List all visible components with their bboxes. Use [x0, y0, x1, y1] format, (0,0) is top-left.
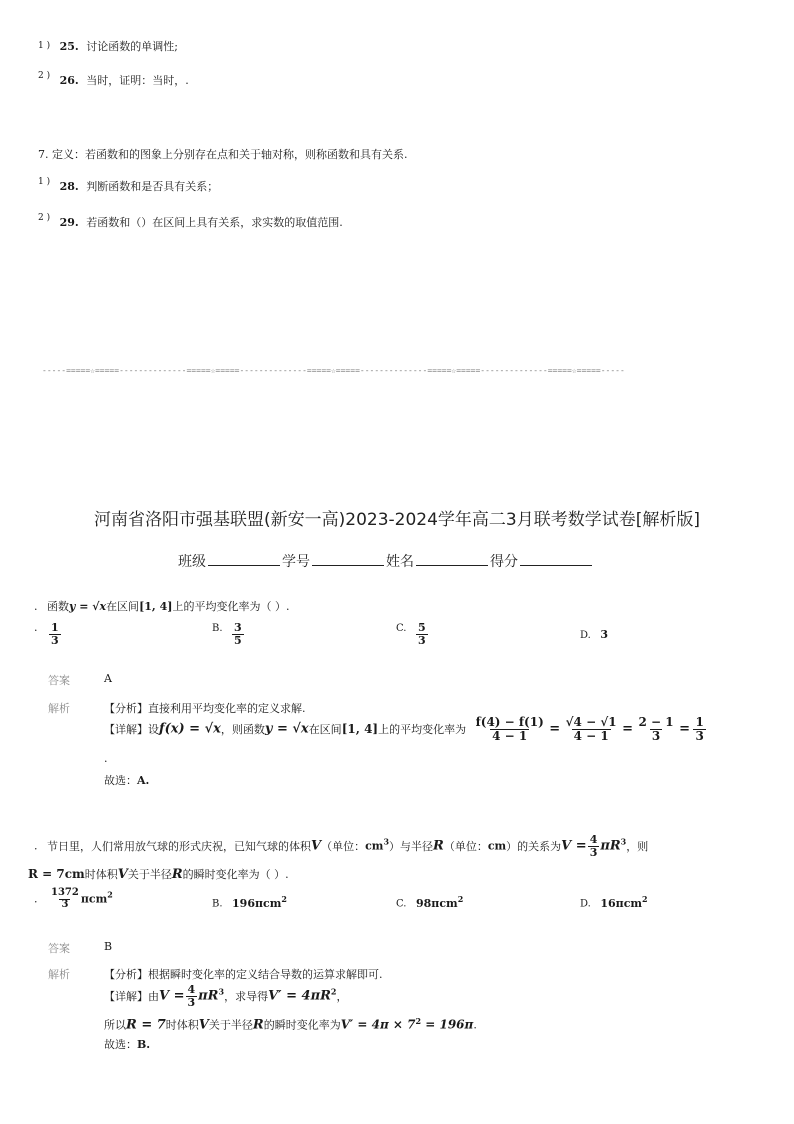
q26-number: 26. [59, 74, 79, 87]
q29-text: 若函数和（）在区间上具有关系，求实数的取值范围. [86, 216, 343, 229]
q7-line [38, 146, 408, 162]
q2-cm3: cm [365, 839, 384, 853]
q2-detail-deriv: V′ = 4πR [268, 988, 331, 1004]
q2-unit-b: （单位： [443, 840, 488, 854]
q2-detail-c: ， [336, 990, 348, 1004]
id-label: 学号 [282, 554, 310, 570]
q1-detail-interval: [1, 4] [341, 722, 379, 737]
q2-stem-line-1 [34, 834, 648, 858]
q28-line [38, 178, 218, 194]
q2-opt-a-tail: πcm [80, 892, 108, 906]
q2-line3-r2: R [252, 1017, 264, 1033]
q2-opt-b-label: B. [212, 898, 223, 910]
q2-line3-b: 时体积 [165, 1018, 199, 1032]
q1-option-c[interactable] [396, 622, 428, 646]
q2-cm: cm [487, 839, 507, 853]
q1-option-b[interactable] [212, 622, 244, 646]
q1-analysis-label: 解析 [48, 702, 70, 715]
q2-opt-c-exp: 2 [457, 894, 464, 904]
q2-opt-c-label: C. [396, 898, 407, 910]
q1-frac-2 [564, 716, 619, 742]
q2-stem-b: ）与半径 [389, 840, 434, 854]
q1-opt-b-label: B. [212, 623, 223, 635]
q1-stem-b: 在区间 [106, 600, 140, 613]
q1-eq-1: = [549, 721, 561, 737]
q1-option-d[interactable] [580, 628, 608, 641]
class-blank[interactable] [208, 553, 280, 566]
q2-formula-rhs: πR [600, 838, 621, 854]
q1-frac-4-den: 3 [695, 728, 704, 743]
q2-line2-r: R [171, 867, 183, 882]
q1-opt-d-value: 3 [600, 628, 608, 641]
q1-detail-d: 上的平均变化率为 [378, 723, 467, 737]
q2-detail-a: 【详解】由 [104, 990, 159, 1004]
q29-line [38, 214, 343, 230]
q2-line3-exp: 2 [415, 1016, 422, 1026]
q1-opt-a-den: 3 [51, 633, 59, 647]
q25-text: 讨论函数的单调性; [86, 40, 178, 53]
q1-frac-1 [474, 716, 546, 742]
q1-opt-c-num: 5 [417, 621, 426, 634]
q2-conclusion-text: 故选： [104, 1038, 137, 1051]
q2-analysis-1: 【分析】根据瞬时变化率的定义结合导数的运算求解即可. [104, 968, 383, 981]
q2-answer-label: 答案 [48, 942, 70, 955]
q1-frac-4-num: 1 [695, 715, 704, 729]
q2-stem-line-2 [28, 866, 289, 882]
q1-detail-b: ，则函数 [220, 723, 265, 737]
q2-line2-a: R = 7cm [28, 867, 85, 881]
q1-detail-line [104, 716, 706, 742]
q2-formula-num: 4 [589, 833, 598, 846]
q7-text: 7. 定义：若函数和的图象上分别存在点和关于轴对称，则称函数和具有关系. [38, 148, 408, 161]
q1-opt-b-den: 5 [234, 633, 242, 647]
q2-conclusion [104, 1036, 150, 1052]
student-info-row [178, 551, 594, 571]
q1-opt-b-num: 3 [234, 621, 242, 634]
q1-lead: . [34, 600, 38, 613]
q2-detail-deriv-exp: 2 [330, 986, 337, 997]
q1-opt-c-frac [416, 622, 428, 646]
q28-prefix: 1 ) [38, 177, 51, 187]
q2-conclusion-value: B. [137, 1038, 151, 1051]
q1-stem-c: 上的平均变化率为（ ）. [172, 600, 290, 613]
q2-opt-d-value: 16πcm [600, 896, 643, 910]
q2-option-d[interactable] [580, 894, 648, 910]
q2-formula-exp: 3 [620, 836, 627, 847]
q1-opt-b-frac [232, 622, 244, 646]
q2-detail-num: 4 [187, 983, 196, 996]
q2-option-a[interactable] [34, 888, 113, 910]
q2-opt-a-exp: 2 [107, 889, 113, 900]
q1-frac-3 [636, 716, 675, 742]
q2-line3-r: R = 7 [126, 1017, 166, 1033]
q1-frac-2-num: √4 − √1 [565, 715, 617, 729]
q2-line2-b: 时体积 [84, 868, 118, 881]
q2-opt-a-label: . [34, 892, 38, 906]
q2-option-b[interactable] [212, 894, 287, 910]
q1-conclusion [104, 772, 149, 788]
q1-detail-y: y = √x [264, 721, 309, 737]
q2-detail-line [104, 984, 347, 1008]
q2-opt-c-value: 98πcm [415, 896, 458, 910]
q1-frac-3-den: 3 [651, 728, 661, 743]
exam-title: 河南省洛阳市强基联盟(新安一高)2023-2024学年高二3月联考数学试卷[解析版] [93, 510, 700, 530]
q2-stem-d: ，则 [626, 840, 649, 854]
q2-line3-c: 关于半径 [208, 1018, 253, 1032]
name-label: 姓名 [386, 554, 414, 570]
q1-conclusion-text: 故选： [104, 774, 137, 787]
q2-answer-value: B [104, 940, 113, 953]
q2-analysis-label: 解析 [48, 968, 70, 981]
q2-detail-frac [186, 984, 198, 1008]
q2-cm3-exp: 3 [383, 836, 390, 847]
q2-line3-a: 所以 [104, 1018, 126, 1032]
q1-option-a[interactable] [34, 622, 61, 646]
q1-opt-c-den: 3 [417, 633, 426, 647]
q25-line [38, 38, 178, 54]
q29-number: 29. [59, 216, 79, 229]
q1-answer-value: A [104, 672, 112, 685]
q2-r: R [433, 838, 444, 854]
q26-text: 当时，证明：当时，. [86, 74, 189, 87]
q26-line [38, 72, 189, 88]
q2-opt-a-num: 1372 [51, 887, 79, 898]
q2-opt-b-value: 196πcm [232, 896, 282, 910]
q2-detail-v: V = [159, 988, 185, 1004]
name-blank[interactable] [416, 553, 488, 566]
q1-eq-2: = [622, 721, 633, 737]
id-blank[interactable] [312, 553, 384, 566]
class-label: 班级 [178, 554, 206, 570]
q2-detail-pi: πR [198, 988, 219, 1004]
q2-option-c[interactable] [396, 894, 463, 910]
q1-opt-c-label: C. [396, 623, 407, 635]
q1-opt-d-label: D. [580, 630, 591, 641]
q1-opt-a-frac [49, 622, 61, 646]
q1-opt-a-label: . [34, 621, 38, 635]
q2-formula-den: 3 [589, 845, 598, 859]
q1-frac-4 [693, 716, 705, 742]
q2-v: V [311, 838, 322, 854]
q2-line3 [104, 1016, 477, 1033]
q2-line3-eq: V′ = 4π × 7 [340, 1017, 416, 1032]
q1-detail-f: f(x) = √x [159, 721, 221, 737]
q2-detail-exp: 3 [218, 986, 225, 997]
q2-stem-a: 节日里，人们常用放气球的形式庆祝，已知气球的体积 [47, 840, 311, 854]
q1-frac-1-den: 4 − 1 [492, 728, 528, 743]
section-divider: -----=====☆=====--------------=====☆=====--------------=====☆=====--------------=====☆=====--------------=====☆=====----- [42, 366, 625, 375]
q2-detail-b: ，求导得 [224, 990, 269, 1004]
q28-number: 28. [59, 180, 79, 193]
q2-formula-lhs: V = [561, 838, 587, 854]
q1-stem [34, 598, 289, 614]
q1-frac-2-den: 4 − 1 [573, 728, 609, 743]
q2-formula-frac [588, 834, 600, 858]
q2-lead: . [34, 839, 38, 853]
q28-text: 判断函数和是否具有关系； [86, 180, 219, 193]
score-label: 得分 [490, 554, 518, 570]
q1-interval: [1, 4] [139, 600, 173, 613]
q1-frac-3-num: 2 − 1 [638, 715, 674, 729]
q2-unit-a: （单位： [321, 840, 366, 854]
q25-prefix: 1 ) [38, 41, 51, 51]
q2-line3-end: . [473, 1018, 477, 1032]
q2-stem-c: ）的关系为 [506, 840, 562, 854]
q1-opt-a-num: 1 [51, 621, 59, 634]
q2-detail-den: 3 [187, 995, 196, 1009]
q2-opt-d-label: D. [580, 898, 591, 910]
q1-answer-label: 答案 [48, 674, 70, 687]
q1-analysis-1: 【分析】直接利用平均变化率的定义求解. [104, 702, 306, 715]
q1-detail-end: . [104, 752, 108, 765]
q2-line2-v: V [117, 867, 128, 882]
q2-line3-v: V [198, 1017, 209, 1033]
q29-prefix: 2 ) [38, 213, 51, 223]
q1-conclusion-value: A. [137, 774, 150, 787]
q2-opt-d-exp: 2 [642, 894, 648, 904]
q2-line2-c: 关于半径 [127, 868, 172, 881]
q2-line3-res: = 196π [421, 1017, 474, 1032]
q2-opt-a-den: 3 [61, 898, 69, 910]
q2-line3-d: 的瞬时变化率为 [263, 1018, 341, 1032]
q1-frac-1-num: f(4) − f(1) [475, 715, 544, 729]
q2-opt-b-exp: 2 [281, 894, 287, 904]
q26-prefix: 2 ) [38, 71, 51, 81]
q1-detail-c: 在区间 [308, 723, 342, 737]
q1-stem-a: 函数 [47, 600, 69, 613]
q2-opt-a-frac [49, 888, 81, 910]
q25-number: 25. [59, 40, 79, 53]
q2-line2-d: 的瞬时变化率为（ ）. [182, 868, 289, 881]
q1-detail-a: 【详解】设 [104, 723, 159, 737]
q1-func: y = √x [69, 600, 107, 613]
score-blank[interactable] [520, 553, 592, 566]
q1-eq-3: = [679, 721, 690, 737]
